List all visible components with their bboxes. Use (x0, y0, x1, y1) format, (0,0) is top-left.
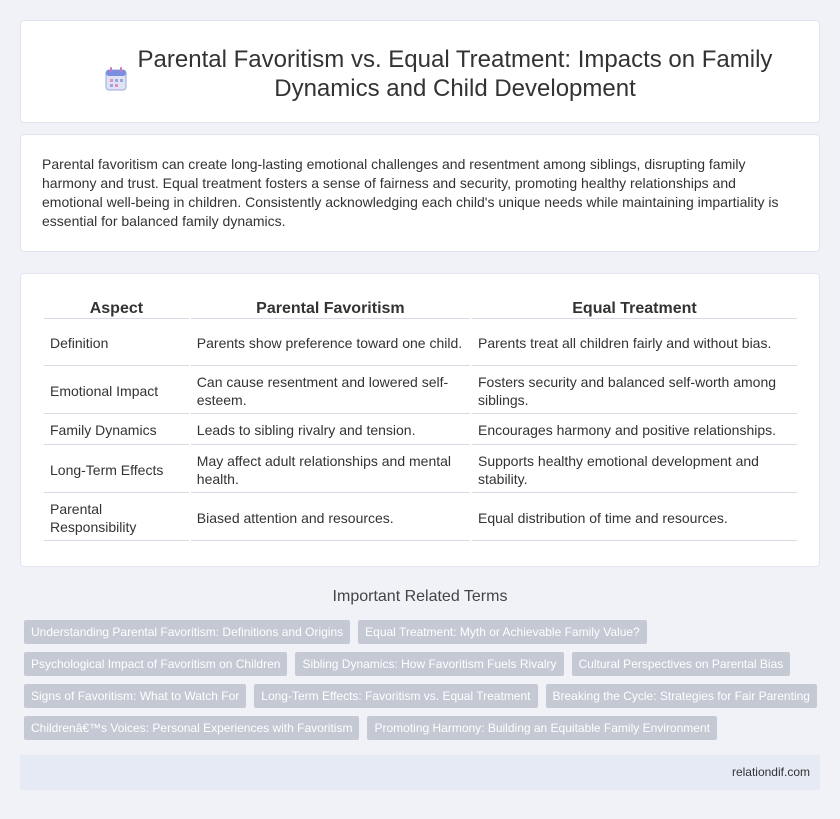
table-header-row (44, 297, 797, 319)
related-term-tag[interactable]: Long-Term Effects: Favoritism vs. Equal Treatment (254, 684, 537, 708)
table-cell: Can cause resentment and lowered self-esteem. (191, 368, 470, 414)
table-cell: Long-Term Effects (44, 447, 189, 493)
table-cell: May affect adult relationships and mental health. (191, 447, 470, 493)
table-row (44, 368, 797, 414)
title-card (20, 20, 820, 123)
table-row (44, 416, 797, 445)
tag-row (24, 620, 820, 644)
related-term-tag[interactable]: Equal Treatment: Myth or Achievable Family Value? (358, 620, 647, 644)
comparison-table-card (20, 273, 820, 567)
related-terms-heading: Important Related Terms (332, 588, 508, 605)
table-cell: Encourages harmony and positive relationships. (472, 416, 797, 445)
related-term-tag[interactable]: Breaking the Cycle: Strategies for Fair Parenting (546, 684, 817, 708)
table-cell: Leads to sibling rivalry and tension. (191, 416, 470, 445)
table-cell: Fosters security and balanced self-worth among siblings. (472, 368, 797, 414)
related-term-tag[interactable]: Childrenâ€™s Voices: Personal Experiences with Favoritism (24, 716, 359, 740)
page-title: Parental Favoritism vs. Equal Treatment: Impacts on Family Dynamics and Child Development (137, 46, 773, 102)
table-cell: Family Dynamics (44, 416, 189, 445)
tag-row (24, 652, 820, 676)
footer-site-link[interactable]: relationdif.com (731, 765, 810, 779)
intro-card (20, 134, 820, 252)
table-row (44, 447, 797, 493)
table-cell: Parental Responsibility (44, 495, 189, 541)
table-cell: Definition (44, 321, 189, 366)
related-term-tag[interactable]: Understanding Parental Favoritism: Definitions and Origins (24, 620, 350, 644)
related-term-tag[interactable]: Promoting Harmony: Building an Equitable Family Environment (367, 716, 717, 740)
tag-row (24, 684, 820, 708)
table-cell: Biased attention and resources. (191, 495, 470, 541)
related-term-tag[interactable]: Sibling Dynamics: How Favoritism Fuels Rivalry (295, 652, 563, 676)
column-header: Aspect (44, 297, 189, 319)
table-cell: Parents treat all children fairly and without bias. (472, 321, 797, 366)
column-header: Parental Favoritism (191, 297, 470, 319)
related-term-tag[interactable]: Psychological Impact of Favoritism on Children (24, 652, 287, 676)
table-cell: Parents show preference toward one child. (191, 321, 470, 366)
tag-row (24, 716, 820, 740)
related-term-tag[interactable]: Signs of Favoritism: What to Watch For (24, 684, 246, 708)
related-term-tag[interactable]: Cultural Perspectives on Parental Bias (572, 652, 791, 676)
calendar-icon (105, 67, 127, 91)
comparison-table (42, 295, 799, 543)
table-row (44, 321, 797, 366)
table-cell: Emotional Impact (44, 368, 189, 414)
column-header: Equal Treatment (472, 297, 797, 319)
table-cell: Supports healthy emotional development and stability. (472, 447, 797, 493)
related-terms-list (24, 620, 820, 748)
table-row (44, 495, 797, 541)
intro-paragraph: Parental favoritism can create long-lasting emotional challenges and resentment among siblings, disrupting family harmony and trust. Equal treatment fosters a sense of fairness and security, promoting healthy relationships and emotional well-being in children. Consistently acknowledging each child's unique needs while maintaining impartiality is essential for balanced family dynamics. (42, 156, 779, 229)
table-cell: Equal distribution of time and resources. (472, 495, 797, 541)
footer (20, 755, 820, 790)
